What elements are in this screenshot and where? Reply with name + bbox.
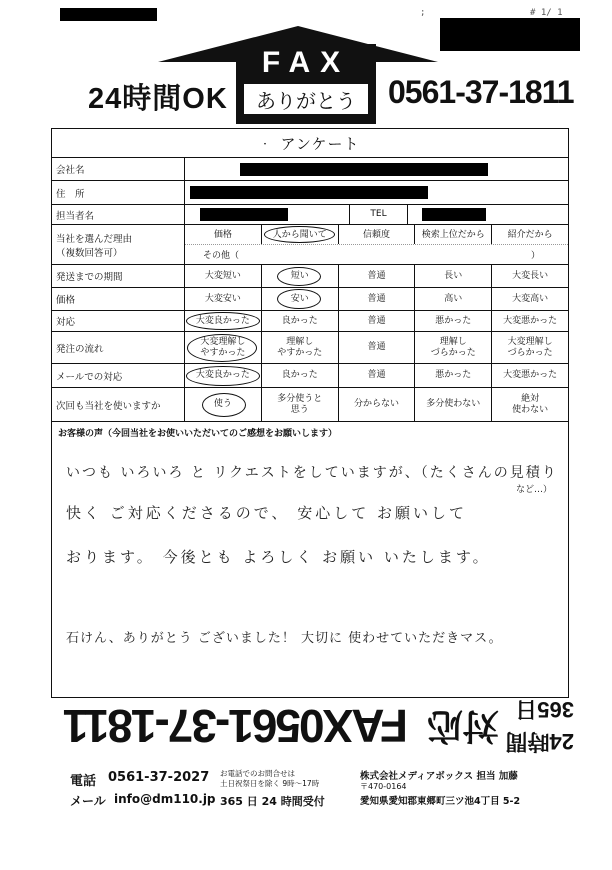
address-row (52, 181, 568, 205)
rating-option-selected[interactable]: 大変良かった (185, 311, 262, 331)
address-field[interactable] (185, 181, 568, 204)
rating-option[interactable]: 普通 (339, 364, 416, 387)
rating-option[interactable]: 普通 (339, 265, 416, 287)
header-fax-number: 0561-37-1811 (388, 74, 574, 110)
header-fax-label: FAX (261, 46, 351, 79)
reason-other-close: ） (530, 251, 540, 262)
comment-line: おります。 今後とも よろしく お願い いたします。 (66, 548, 491, 566)
redacted-person-name (200, 208, 288, 221)
rating-option[interactable]: 大変短い (185, 265, 262, 287)
hours-note-2: 土日祝祭日を除く 9時〜17時 (220, 779, 320, 788)
rating-option[interactable]: 大変安い (185, 288, 262, 310)
rating-option-selected[interactable]: 使う (185, 388, 262, 421)
row-label: 対応 (52, 311, 185, 331)
reason-options (185, 225, 568, 245)
comments-label: お客様の声（今回当社をお使いいただいてのご感想をお願いします） (58, 429, 338, 439)
tel-field[interactable] (408, 205, 568, 224)
reason-option[interactable]: 紹介だから (507, 229, 553, 240)
hours-note-1: お電話でのお問合せは (220, 769, 295, 778)
header-thanks-text: ありがとう (256, 89, 356, 113)
company-name: 株式会社メディアボックス 担当 加藤 (360, 771, 518, 782)
survey-title: ・ アンケート (52, 129, 568, 158)
survey-row-price (52, 288, 568, 311)
company-address: 愛知県愛知郡東郷町三ツ池4丁目 5-2 (360, 796, 521, 807)
redacted-sender-id (440, 18, 580, 51)
rating-option[interactable]: 多分使うと 思う (262, 388, 339, 421)
rating-option[interactable]: 悪かった (415, 364, 492, 387)
rating-option[interactable]: 高い (415, 288, 492, 310)
rating-option[interactable]: 大変高い (512, 293, 549, 304)
person-field[interactable] (185, 205, 350, 224)
row-label: 発注の流れ (52, 332, 185, 363)
reason-option[interactable]: 信頼度 (339, 225, 416, 244)
comments-box[interactable] (52, 422, 568, 697)
reason-label-line2: （複数回答可） (56, 247, 123, 259)
fax-page-number: # 1/ 1 (530, 8, 563, 18)
rating-option[interactable]: 大変理解し づらかった (507, 337, 553, 358)
reason-label-line1: 当社を選んだ理由 (56, 233, 133, 245)
row-label: メールでの対応 (52, 364, 185, 387)
rating-option[interactable]: 良かった (262, 364, 339, 387)
mirrored-banner (56, 695, 576, 767)
rating-option[interactable]: 普通 (339, 288, 416, 310)
row-label: 発送までの期間 (52, 265, 185, 287)
reason-label (52, 225, 185, 264)
redacted-tel (422, 208, 486, 221)
redacted-company-name (240, 163, 488, 176)
rating-option[interactable]: 長い (415, 265, 492, 287)
rating-option-selected[interactable]: 安い (262, 288, 339, 310)
reason-option-selected[interactable]: 人から聞いて (262, 225, 339, 244)
banner-fax-number: FAX0561-37-1811 (64, 700, 408, 752)
rating-option[interactable]: 絶対 使わない (512, 394, 549, 415)
phone-number[interactable]: 0561-37-2027 (108, 770, 210, 785)
rating-option[interactable]: 理解し やすかった (262, 332, 339, 363)
comment-line: など…） (516, 485, 553, 495)
survey-row-next-use (52, 388, 568, 422)
rating-option-selected[interactable]: 短い (262, 265, 339, 287)
company-field[interactable] (185, 158, 568, 180)
semicolon-mark: ; (420, 8, 426, 18)
survey-row-email (52, 364, 568, 388)
person-row (52, 205, 568, 225)
person-label: 担当者名 (52, 205, 185, 224)
rating-option[interactable]: 良かった (262, 311, 339, 331)
rating-option-selected[interactable]: 大変良かった (185, 364, 262, 387)
survey-row-ordering (52, 332, 568, 364)
rating-option[interactable]: 大変長い (512, 270, 549, 281)
phone-label: 電話 (70, 773, 97, 788)
survey-row-service (52, 311, 568, 332)
header-hours-label: 24時間OK (88, 83, 228, 115)
rating-option[interactable]: 悪かった (415, 311, 492, 331)
survey-form (51, 128, 569, 698)
redacted-sender-header (60, 8, 157, 21)
reason-row (52, 225, 568, 265)
rating-option[interactable]: 分からない (339, 388, 416, 421)
rating-option[interactable]: 大変悪かった (503, 370, 558, 381)
rating-option[interactable]: 理解し づらかった (415, 332, 492, 363)
postal-code: 〒470-0164 (360, 782, 407, 791)
reception-hours: 365 日 24 時間受付 (220, 795, 325, 808)
mail-address[interactable]: info@dm110.jp (114, 792, 216, 806)
company-label: 会社名 (52, 158, 185, 180)
row-label: 価格 (52, 288, 185, 310)
survey-title-text: アンケート (280, 134, 360, 153)
banner-365: 365日 (515, 697, 574, 722)
reason-option[interactable]: 検索上位だから (415, 225, 492, 244)
row-label: 次回も当社を使いますか (52, 388, 185, 421)
comment-line: 快く ご対応くださるので、 安心して お願いして (66, 504, 468, 522)
tel-label: TEL (350, 205, 408, 224)
rating-option[interactable]: 普通 (339, 311, 416, 331)
rating-option[interactable]: 多分使わない (415, 388, 492, 421)
mail-label: メール (70, 794, 106, 808)
reason-other[interactable] (185, 245, 568, 264)
rating-option-selected[interactable]: 大変理解し やすかった (185, 332, 262, 363)
comment-line: いつも いろいろ と リクエストをしていますが、（たくさんの見積り (66, 465, 558, 481)
reason-option[interactable]: 価格 (185, 225, 262, 244)
footer (70, 768, 590, 828)
company-row (52, 158, 568, 181)
redacted-address (190, 186, 428, 199)
survey-row-shipping (52, 265, 568, 288)
rating-option[interactable]: 普通 (339, 332, 416, 363)
banner-24h: 24時間 (505, 729, 574, 754)
comment-line: 石けん、ありがとう ございました！ 大切に 使わせていただきマス。 (66, 631, 503, 646)
banner-taiou: 対応 (426, 706, 499, 747)
rating-option[interactable]: 大変悪かった (503, 315, 558, 326)
reason-other-label: その他（ (203, 251, 240, 262)
address-label: 住 所 (52, 181, 185, 204)
